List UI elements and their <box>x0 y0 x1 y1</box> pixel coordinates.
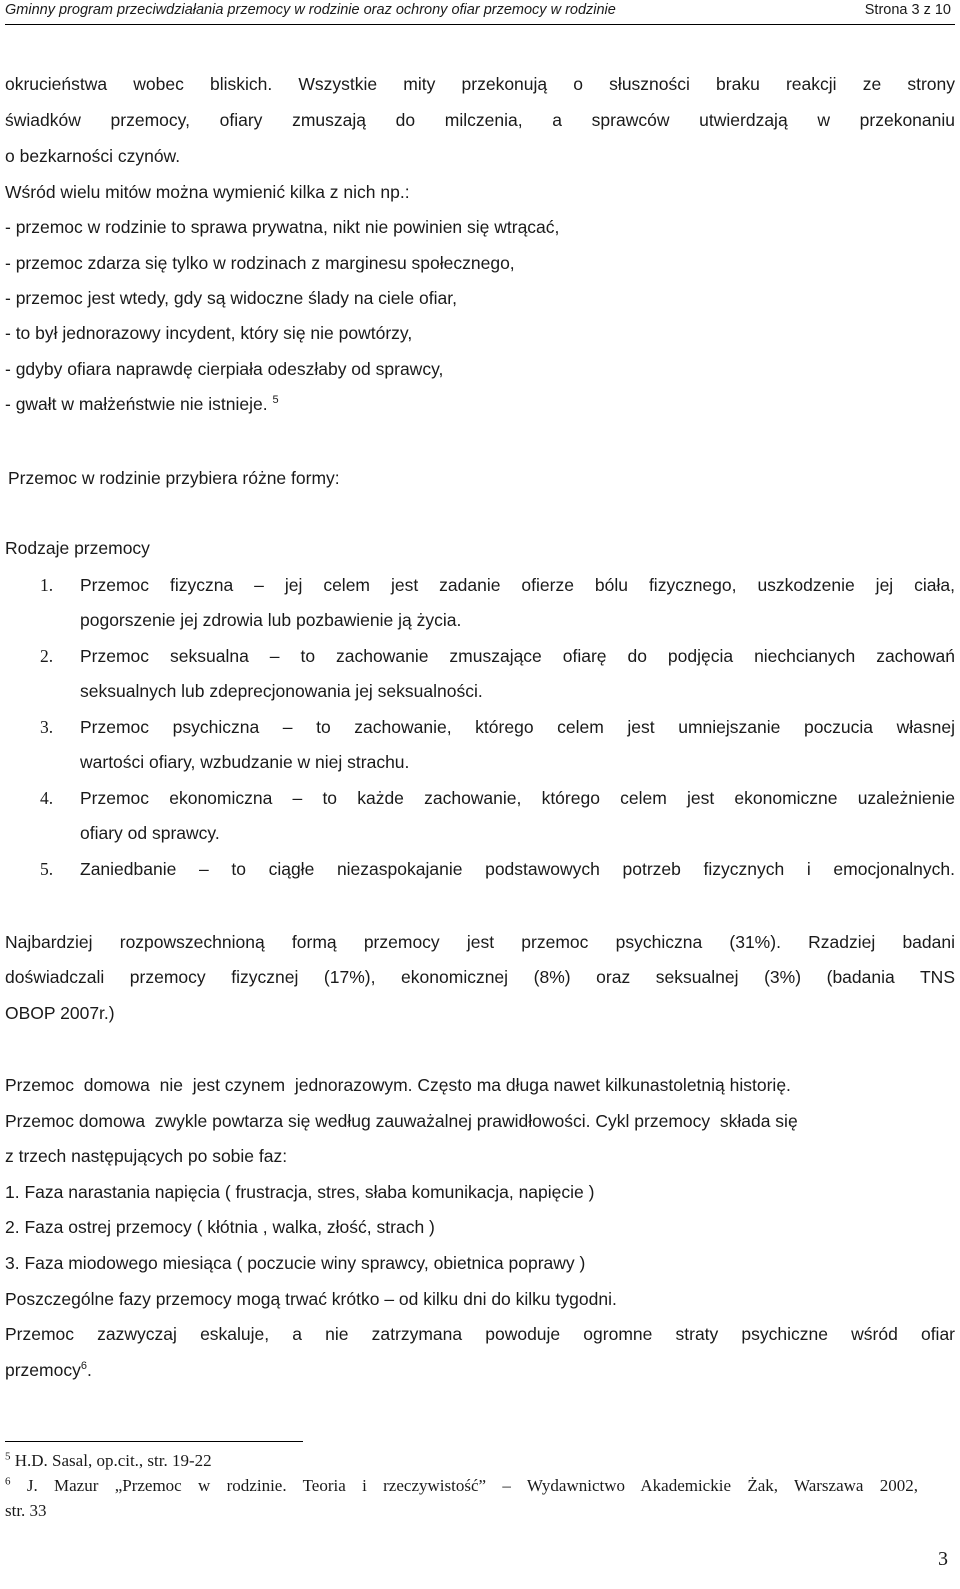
stats-line-2: doświadczali przemocy fizycznej (17%), ekonomicznej (8%) oraz seksualnej (3%) (badania TNS <box>5 967 955 987</box>
myth-item: - przemoc w rodzinie to sprawa prywatna, nikt nie powinien się wtrącać, <box>5 217 560 237</box>
footnote-6 <box>5 1475 918 1497</box>
intro-line-1: okrucieństwa wobec bliskich. Wszystkie mity przekonują o słuszności braku reakcji ze strony <box>5 74 955 94</box>
cycle-line-4: Poszczególne fazy przemocy mogą trwać krótko – od kilku dni do kilku tygodni. <box>5 1289 617 1309</box>
type-number: 1. <box>40 575 54 595</box>
cycle-phase-3: 3. Faza miodowego miesiąca ( poczucie winy sprawcy, obietnica poprawy ) <box>5 1253 586 1273</box>
myth-item-last <box>5 393 279 415</box>
footnote-ref-5: 5 <box>272 394 279 407</box>
type-item-line: ofiary od sprawcy. <box>80 823 220 843</box>
type-number: 5. <box>40 859 54 879</box>
cycle-line-6 <box>5 1359 92 1381</box>
footnote-6-continuation: str. 33 <box>5 1501 47 1520</box>
footnote-5 <box>5 1450 212 1472</box>
intro-line-4: Wśród wielu mitów można wymienić kilka z nich np.: <box>5 182 410 202</box>
myth-item: - gdyby ofiara naprawdę cierpiała odeszłaby od sprawcy, <box>5 359 444 379</box>
type-item-line: seksualnych lub zdeprecjonowania jej seksualności. <box>80 681 483 701</box>
cycle-line-1: Przemoc domowa nie jest czynem jednorazowym. Często ma długa nawet kilkunastoletnią historię. <box>5 1075 791 1095</box>
cycle-line-6-end: . <box>86 1360 92 1380</box>
stats-line-3: OBOP 2007r.) <box>5 1003 115 1023</box>
myth-item: - przemoc zdarza się tylko w rodzinach z marginesu społecznego, <box>5 253 515 273</box>
intro-line-3: o bezkarności czynów. <box>5 146 181 166</box>
footnote-5-number: 5 <box>5 1450 11 1463</box>
cycle-phase-2: 2. Faza ostrej przemocy ( kłótnia , walka, złość, strach ) <box>5 1217 435 1237</box>
cycle-line-3: z trzech następujących po sobie faz: <box>5 1146 288 1166</box>
type-item-line: pogorszenie jej zdrowia lub pozbawienie ją życia. <box>80 610 462 630</box>
forms-heading: Przemoc w rodzinie przybiera różne formy: <box>8 468 340 488</box>
type-item-line: Zaniedbanie – to ciągłe niezaspokajanie podstawowych potrzeb fizycznych i emocjonalnych. <box>80 859 955 879</box>
header-title: Gminny program przeciwdziałania przemocy w rodzinie oraz ochrony ofiar przemocy w rodzinie <box>5 2 616 18</box>
type-item-line: Przemoc seksualna – to zachowanie zmuszające ofiarę do podjęcia niechcianych zachowań <box>80 646 955 666</box>
footnote-6-number: 6 <box>5 1475 11 1488</box>
footnote-6-text: J. Mazur „Przemoc w rodzinie. Teoria i rzeczywistość” – Wydawnictwo Akademickie Żak, Warszawa 2002, <box>26 1476 919 1495</box>
footnote-ref-6: 6 <box>80 1360 87 1373</box>
myth-text: - gwałt w małżeństwie nie istnieje. <box>5 394 268 414</box>
header-page-indicator: Strona 3 z 10 <box>864 2 951 18</box>
stats-line-1: Najbardziej rozpowszechnioną formą przemocy jest przemoc psychiczna (31%). Rzadziej badani <box>5 932 955 952</box>
types-heading: Rodzaje przemocy <box>5 538 150 558</box>
type-number: 3. <box>40 717 54 737</box>
myth-item: - to był jednorazowy incydent, który się nie powtórzy, <box>5 323 413 343</box>
type-item-line: wartości ofiary, wzbudzanie w niej strachu. <box>80 752 410 772</box>
cycle-line-6-text: przemocy <box>5 1360 81 1380</box>
cycle-phase-1: 1. Faza narastania napięcia ( frustracja, stres, słaba komunikacja, napięcie ) <box>5 1182 595 1202</box>
type-number: 2. <box>40 646 54 666</box>
intro-line-2: świadków przemocy, ofiary zmuszają do milczenia, a sprawców utwierdzają w przekonaniu <box>5 110 955 130</box>
myth-item: - przemoc jest wtedy, gdy są widoczne ślady na ciele ofiar, <box>5 288 457 308</box>
page-number: 3 <box>938 1548 948 1570</box>
footnote-5-text: H.D. Sasal, op.cit., str. 19-22 <box>14 1451 212 1470</box>
type-number: 4. <box>40 788 54 808</box>
cycle-line-5: Przemoc zazwyczaj eskaluje, a nie zatrzymana powoduje ogromne straty psychiczne wśród ofiar <box>5 1324 955 1344</box>
type-item-line: Przemoc ekonomiczna – to każde zachowanie, którego celem jest ekonomiczne uzależnienie <box>80 788 955 808</box>
cycle-line-2: Przemoc domowa zwykle powtarza się według zauważalnej prawidłowości. Cykl przemocy składa się <box>5 1111 798 1131</box>
page-header <box>5 0 955 25</box>
type-item-line: Przemoc fizyczna – jej celem jest zadanie ofierze bólu fizycznego, uszkodzenie jej ciała, <box>80 575 955 595</box>
type-item-line: Przemoc psychiczna – to zachowanie, którego celem jest umniejszanie poczucia własnej <box>80 717 955 737</box>
footnote-separator <box>5 1441 303 1442</box>
